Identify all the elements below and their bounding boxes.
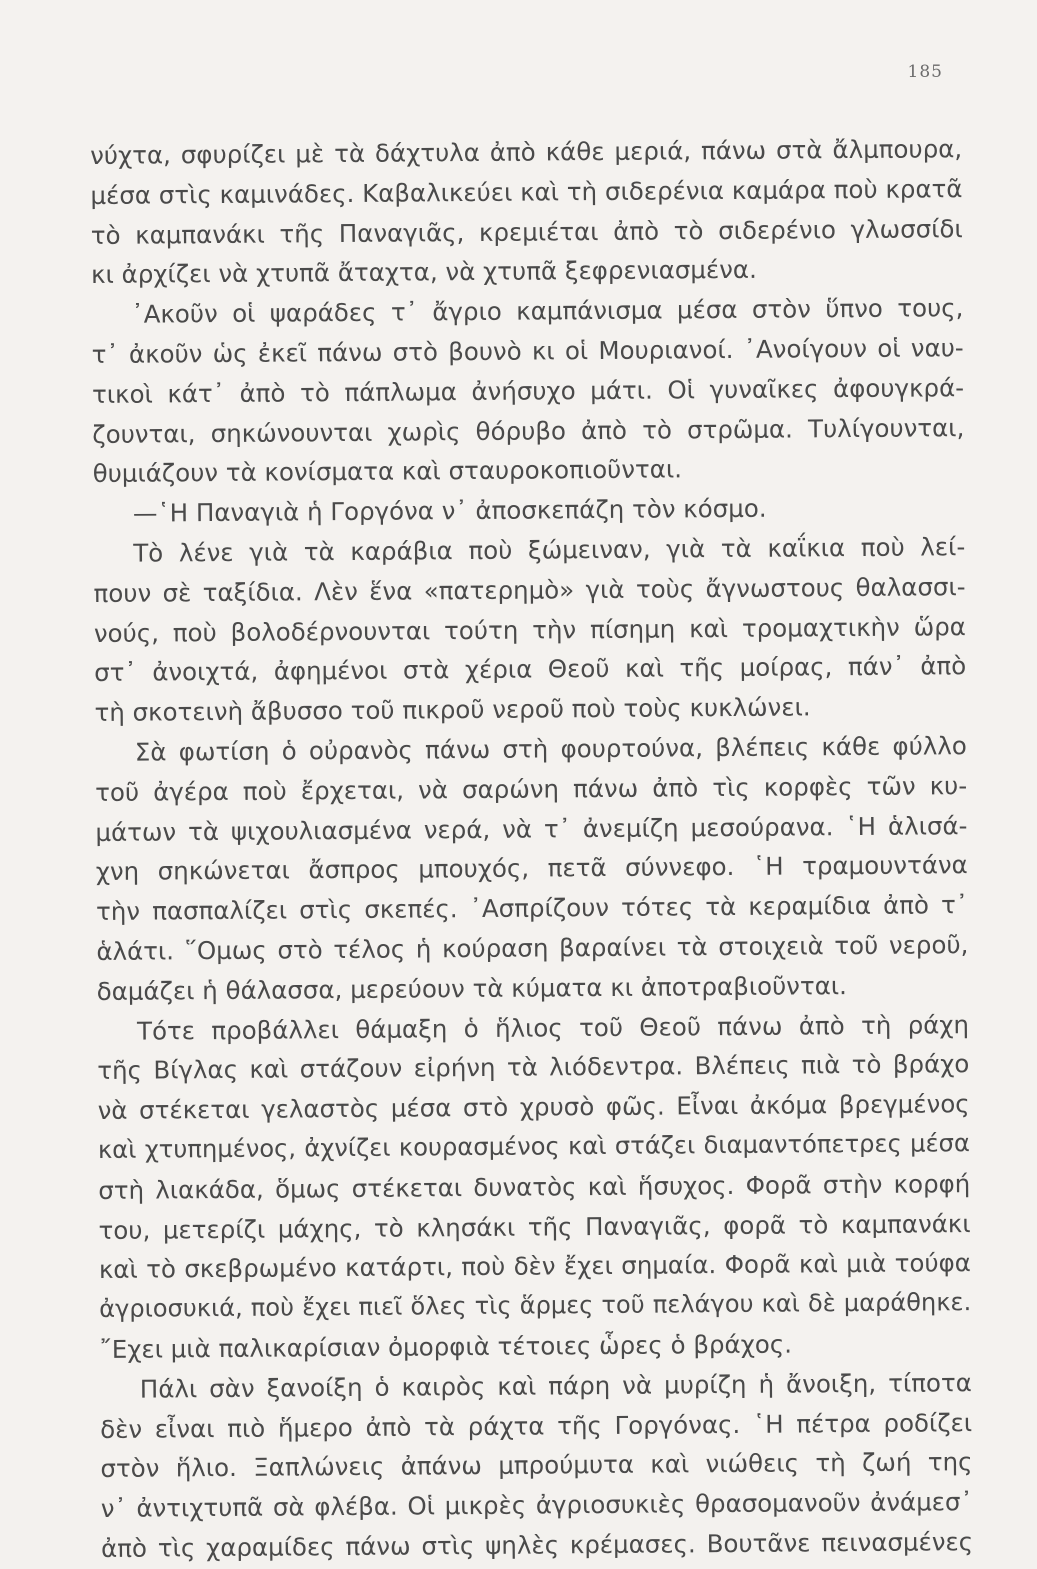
- text-line: καὶ τὸ σκεβρωμένο κατάρτι, ποὺ δὲν ἔχει σημαία. Φορᾶ καὶ μιὰ τούφα: [98, 1248, 971, 1285]
- text-line: ν᾿ ἀντιχτυπᾶ σὰ φλέβα. Οἱ μικρὲς ἀγριοσυκιὲς θρασομανοῦν ἀνάμεσ᾿: [100, 1487, 973, 1524]
- text-line: δὲν εἶναι πιὸ ἥμερο ἀπὸ τὰ ράχτα τῆς Γοργόνας. ῾Η πέτρα ροδίζει: [100, 1407, 973, 1444]
- text-line: καὶ χτυπημένος, ἀχνίζει κουρασμένος καὶ στάζει διαμαντόπετρες μέσα: [97, 1129, 971, 1164]
- text-line: του, μετερίζι μάχης, τὸ κλησάκι τῆς Παναγιᾶς, φορᾶ τὸ καμπανάκι: [98, 1208, 971, 1245]
- text-line: θυμιάζουν τὰ κονίσματα καὶ σταυροκοπιοῦνται.: [92, 454, 683, 489]
- text-line: τικοὶ κάτ᾿ ἀπὸ τὸ πάπλωμα ἀνήσυχο μάτι. Οἱ γυναῖκες ἀφουγκρά-: [91, 372, 965, 409]
- text-line: νύχτα, σφυρίζει μὲ τὰ δάχτυλα ἀπὸ κάθε μεριά, πάνω στὰ ἄλμπουρα,: [90, 134, 963, 170]
- text-line: —῾Η Παναγιὰ ἡ Γοργόνα ν᾿ ἀποσκεπάζη τὸν κόσμο.: [132, 493, 767, 528]
- text-line: κι ἀρχίζει νὰ χτυπᾶ ἄταχτα, νὰ χτυπᾶ ξεφρενιασμένα.: [90, 255, 757, 290]
- text-line: ᾿Ακοῦν οἱ ψαράδες τ᾿ ἄγριο καμπάνισμα μέσα στὸν ὕπνο τους,: [131, 293, 964, 329]
- text-line: ζουνται, σηκώνουνται χωρὶς θόρυβο ἀπὸ τὸ στρῶμα. Τυλίγουνται,: [92, 412, 965, 449]
- body-text: [90, 129, 973, 1568]
- text-line: Σὰ φωτίση ὁ οὐρανὸς πάνω στὴ φουρτούνα, βλέπεις κάθε φύλλο: [134, 731, 967, 767]
- text-line: Τότε προβάλλει θάμαξη ὁ ἥλιος τοῦ Θεοῦ πάνω ἀπὸ τὴ ράχη: [136, 1009, 970, 1046]
- text-line: πουν σὲ ταξίδια. Λὲν ἕνα «πατερημὸ» γιὰ τοὺς ἄγνωστους θαλασσι-: [93, 571, 966, 608]
- text-line: τὸ καμπανάκι τῆς Παναγιᾶς, κρεμιέται ἀπὸ τὸ σιδερένιο γλωσσίδι: [90, 213, 963, 250]
- text-line: τὴν πασπαλίζει στὶς σκεπές. ᾿Ασπρίζουν τότες τὰ κεραμίδια ἀπὸ τ᾿: [95, 890, 969, 927]
- text-line: Πάλι σὰν ξανοίξη ὁ καιρὸς καὶ πάρη νὰ μυρίζη ἡ ἄνοιξη, τίποτα: [139, 1367, 972, 1404]
- text-line: χνη σηκώνεται ἄσπρος μπουχός, πετᾶ σύννεφο. ῾Η τραμουντάνα: [95, 850, 968, 887]
- text-line: τὴ σκοτεινὴ ἄβυσσο τοῦ πικροῦ νεροῦ ποὺ τοὺς κυκλώνει.: [94, 692, 811, 728]
- text-line: ἀπὸ τὶς χαραμίδες πάνω στὶς ψηλὲς κρέμασες. Βουτᾶνε πεινασμένες: [100, 1526, 974, 1563]
- text-line: νούς, ποὺ βολοδέρνουνται τούτη τὴν πίσημη καὶ τρομαχτικὴν ὥρα: [93, 611, 966, 648]
- text-line: τῆς Βίγλας καὶ στάζουν εἰρήνη τὰ λιόδεντρα. Βλέπεις πιὰ τὸ βράχο: [97, 1049, 970, 1086]
- text-line: δαμάζει ἡ θάλασσα, μερεύουν τὰ κύματα κι ἀποτραβιοῦνται.: [96, 970, 848, 1006]
- text-line: στὸν ἥλιο. Ξαπλώνεις ἀπάνω μπρούμυτα καὶ νιώθεις τὴ ζωή της: [100, 1447, 973, 1484]
- text-line: ἁλάτι. ῞Ομως στὸ τέλος ἡ κούραση βαραίνει τὰ στοιχειὰ τοῦ νεροῦ,: [96, 930, 969, 966]
- text-line: νὰ στέκεται γελαστὸς μέσα στὸ χρυσὸ φῶς. Εἶναι ἀκόμα βρεγμένος: [97, 1089, 970, 1126]
- text-line: τοῦ ἀγέρα ποὺ ἔρχεται, νὰ σαρώνη πάνω ἀπὸ τὶς κορφὲς τῶν κυ-: [95, 770, 968, 807]
- text-line: ῎Εχει μιὰ παλικαρίσιαν ὀμορφιὰ τέτοιες ὧρες ὁ βράχος.: [99, 1329, 793, 1364]
- text-line: μάτων τὰ ψιχουλιασμένα νερά, νὰ τ᾿ ἀνεμίζη μεσούρανα. ῾Η ἁλισά-: [95, 810, 968, 847]
- text-line: μέσα στὶς καμινάδες. Καβαλικεύει καὶ τὴ σιδερένια καμάρα ποὺ κρατᾶ: [90, 173, 963, 210]
- page-number: 185: [907, 62, 943, 82]
- text-line: τ᾿ ἀκοῦν ὡς ἐκεῖ πάνω στὸ βουνὸ κι οἱ Μουριανοί. ᾿Ανοίγουν οἱ ναυ-: [91, 333, 964, 369]
- text-line: στ᾿ ἀνοιχτά, ἀφημένοι στὰ χέρια Θεοῦ καὶ τῆς μοίρας, πάν᾿ ἀπὸ: [94, 651, 967, 688]
- text-line: Τὸ λένε γιὰ τὰ καράβια ποὺ ξώμειναν, γιὰ τὰ καΐκια ποὺ λεί-: [133, 532, 966, 568]
- text-line: ἀγριοσυκιά, ποὺ ἔχει πιεῖ ὅλες τὶς ἅρμες τοῦ πελάγου καὶ δὲ μαράθηκε.: [99, 1288, 972, 1324]
- text-line: στὴ λιακάδα, ὅμως στέκεται δυνατὸς καὶ ἥσυχος. Φορᾶ στὴν κορφή: [98, 1168, 971, 1205]
